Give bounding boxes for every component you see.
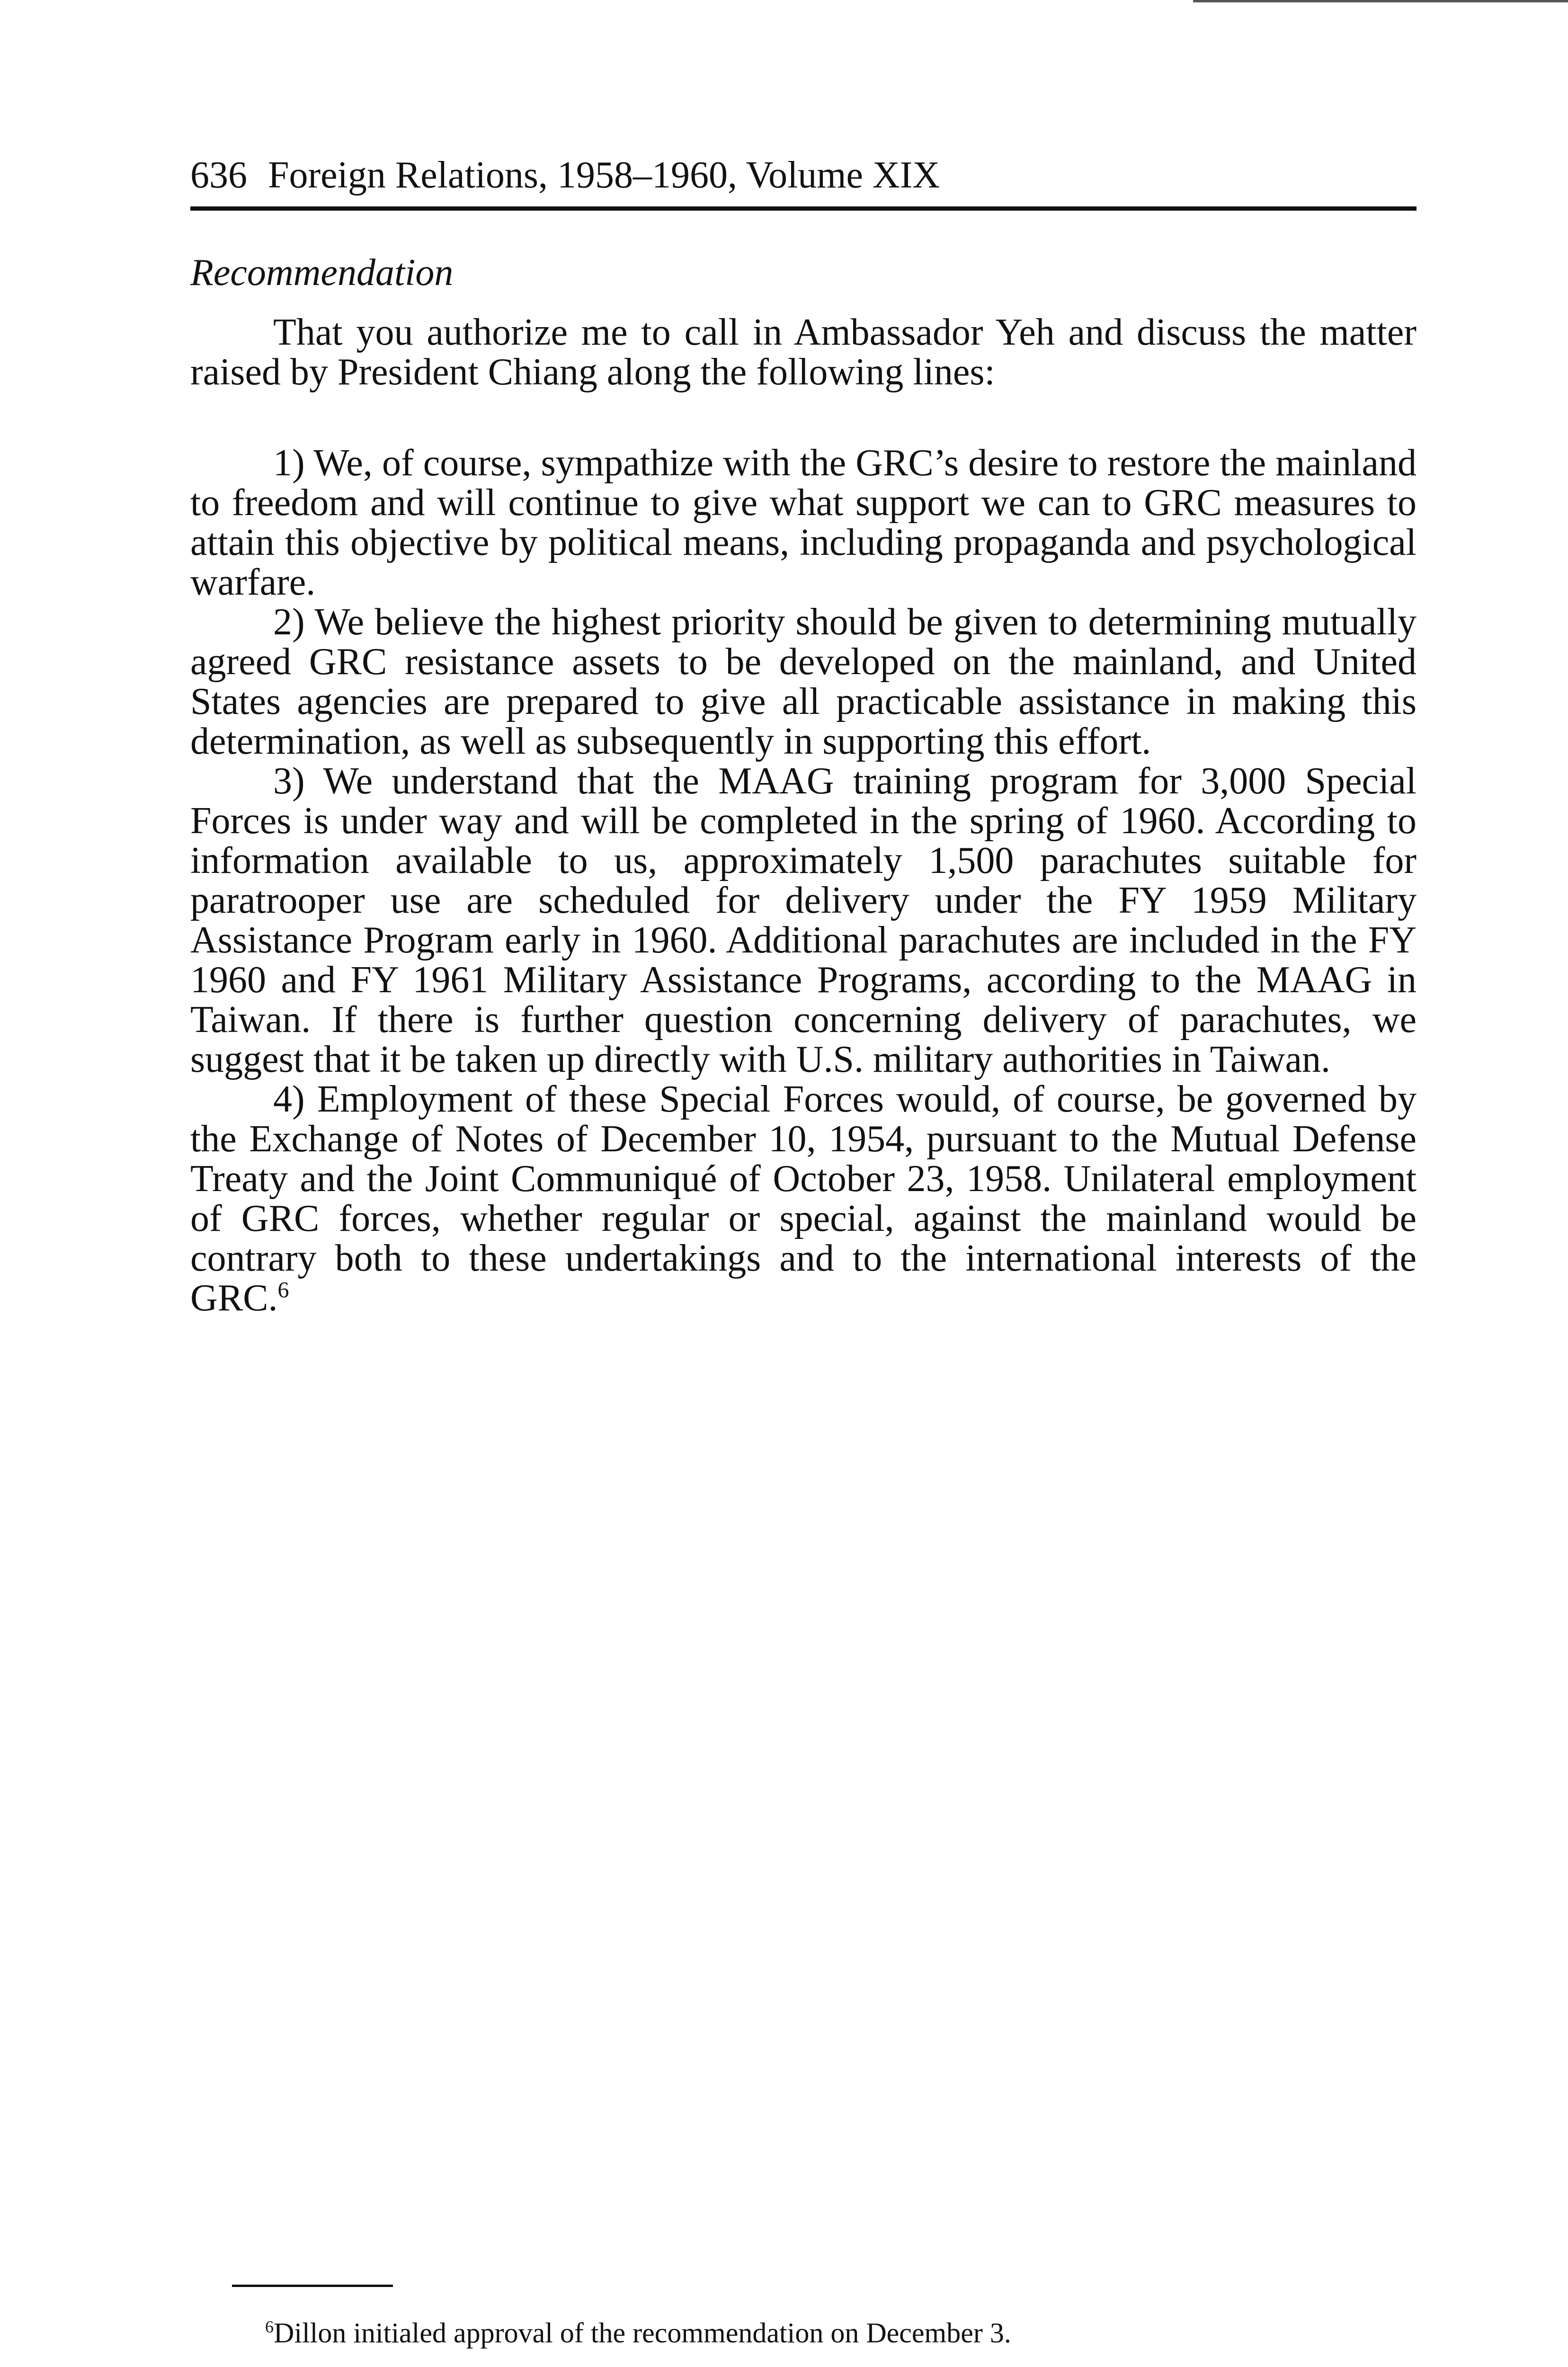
footnote-marker: 6: [265, 2317, 274, 2336]
top-edge-rule: [1193, 0, 1568, 2]
list-item: [190, 1079, 1417, 1318]
intro-paragraph: [190, 312, 1417, 392]
running-header: [190, 152, 1417, 198]
intro-text: That you authorize me to call in Ambassador Yeh and discuss the matter raised by President Chiang along the following lines:: [190, 311, 1417, 393]
footnote: [265, 2315, 1011, 2351]
recommendation-list: [190, 443, 1417, 1318]
list-item: 1) We, of course, sympathize with the GRC’s desire to restore the mainland to freedom and will continue to give what support we can to GRC measures to attain this objective by political means, including propaganda and psychological warfare.: [190, 442, 1417, 603]
section-heading: Recommendation: [190, 252, 454, 294]
header-rule: [190, 206, 1417, 211]
page-number: 636: [190, 154, 247, 196]
list-item: 3) We understand that the MAAG training program for 3,000 Special Forces is under way and will be completed in the spring of 1960. According to information available to us, approximately 1,500 parachutes suitable for paratrooper use are scheduled for delivery under the FY 1959 Military Assistance Program early in 1960. Additional parachutes are included in the FY 1960 and FY 1961 Military Assistance Programs, according to the MAAG in Taiwan. If there is further question concerning delivery of parachutes, we suggest that it be taken up directly with U.S. military authorities in Taiwan.: [190, 760, 1417, 1080]
list-item-text: 4) Employment of these Special Forces would, of course, be governed by the Exchange of Notes of December 10, 1954, pursuant to the Mutual Defense Treaty and the Joint Communiqué of October 23, 1958. Unilateral employment of GRC forces, whether regular or special, against the mainland would be contrary both to these undertakings and to the international interests of the GRC.: [190, 1078, 1417, 1319]
footnote-reference: 6: [277, 1277, 289, 1303]
footnote-rule: [232, 2285, 393, 2287]
footnote-text: Dillon initialed approval of the recommendation on December 3.: [274, 2317, 1011, 2349]
list-item: 2) We believe the highest priority should be given to determining mutually agreed GRC resistance assets to be developed on the mainland, and United States agencies are prepared to give all practicable assistance in making this determination, as well as subsequently in supporting this effort.: [190, 601, 1417, 762]
running-title: Foreign Relations, 1958–1960, Volume XIX: [268, 154, 940, 196]
